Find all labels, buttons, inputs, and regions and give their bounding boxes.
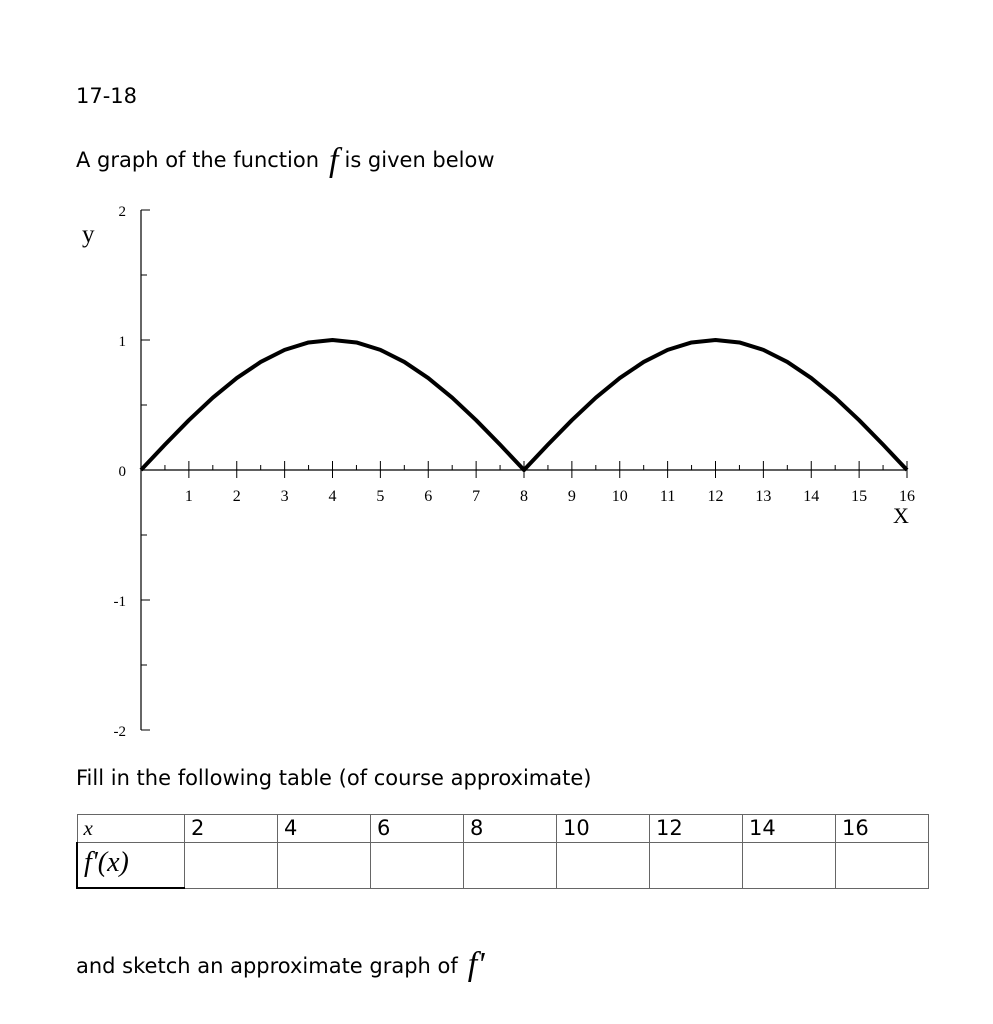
answer-cell[interactable] [557, 843, 650, 889]
y-tick-labels [114, 204, 127, 740]
x-tick-label: 16 [899, 488, 915, 505]
y-tick-label: -1 [113, 594, 126, 610]
x-tick-label: 3 [280, 488, 289, 505]
function-symbol: f [329, 142, 339, 179]
x-tick-label: 4 [328, 488, 337, 505]
answer-cell[interactable] [185, 843, 278, 889]
x-tick-label: 12 [707, 488, 724, 505]
table-row-x [77, 815, 929, 843]
x-value-cell: 8 [464, 815, 557, 843]
x-value-cell: 2 [185, 815, 278, 843]
x-value-cell: 10 [557, 815, 650, 843]
x-tick-label: 13 [755, 488, 772, 505]
x-tick-label: 14 [803, 488, 820, 505]
x-tick-label: 7 [472, 488, 481, 505]
sketch-instruction [76, 944, 485, 982]
x-value-cell: 4 [278, 815, 371, 843]
x-tick-label: 6 [424, 488, 433, 505]
derivative-header-cell: f'(x) [77, 843, 185, 889]
x-tick-label: 1 [184, 488, 193, 505]
answer-cell[interactable] [278, 843, 371, 889]
answer-cell[interactable] [464, 843, 557, 889]
fill-table-instruction: Fill in the following table (of course approximate) [76, 766, 592, 790]
x-value-cell: 14 [743, 815, 836, 843]
x-tick-label: 10 [611, 488, 628, 505]
problem-number: 17-18 [76, 84, 138, 108]
x-axis-label: X [893, 503, 909, 528]
table-row-derivative [77, 843, 929, 889]
x-tick-label: 5 [376, 488, 385, 505]
x-value-cell: 6 [371, 815, 464, 843]
y-tick-label: -2 [113, 724, 126, 740]
answer-cell[interactable] [836, 843, 929, 889]
x-tick-label: 9 [567, 488, 576, 505]
derivative-symbol: f' [467, 946, 485, 983]
intro-after: is given below [344, 148, 495, 172]
y-tick-label: 2 [118, 204, 126, 220]
y-tick-label: 0 [118, 464, 126, 480]
x-value-cell: 12 [650, 815, 743, 843]
x-header-cell: x [77, 815, 185, 843]
intro-before: A graph of the function [76, 148, 320, 172]
x-tick-label: 15 [851, 488, 868, 505]
x-tick-label: 2 [232, 488, 241, 505]
x-tick-label: 8 [520, 488, 528, 505]
sketch-text: and sketch an approximate graph of [76, 954, 458, 978]
x-value-cell: 16 [836, 815, 929, 843]
answer-cell[interactable] [650, 843, 743, 889]
y-axis-label: y [82, 221, 95, 248]
x-tick-labels [185, 488, 915, 505]
derivative-table [76, 814, 929, 889]
x-tick-label: 11 [659, 488, 676, 505]
answer-cell[interactable] [743, 843, 836, 889]
answer-cell[interactable] [371, 843, 464, 889]
y-tick-label: 1 [118, 334, 126, 350]
function-curve [141, 340, 907, 470]
